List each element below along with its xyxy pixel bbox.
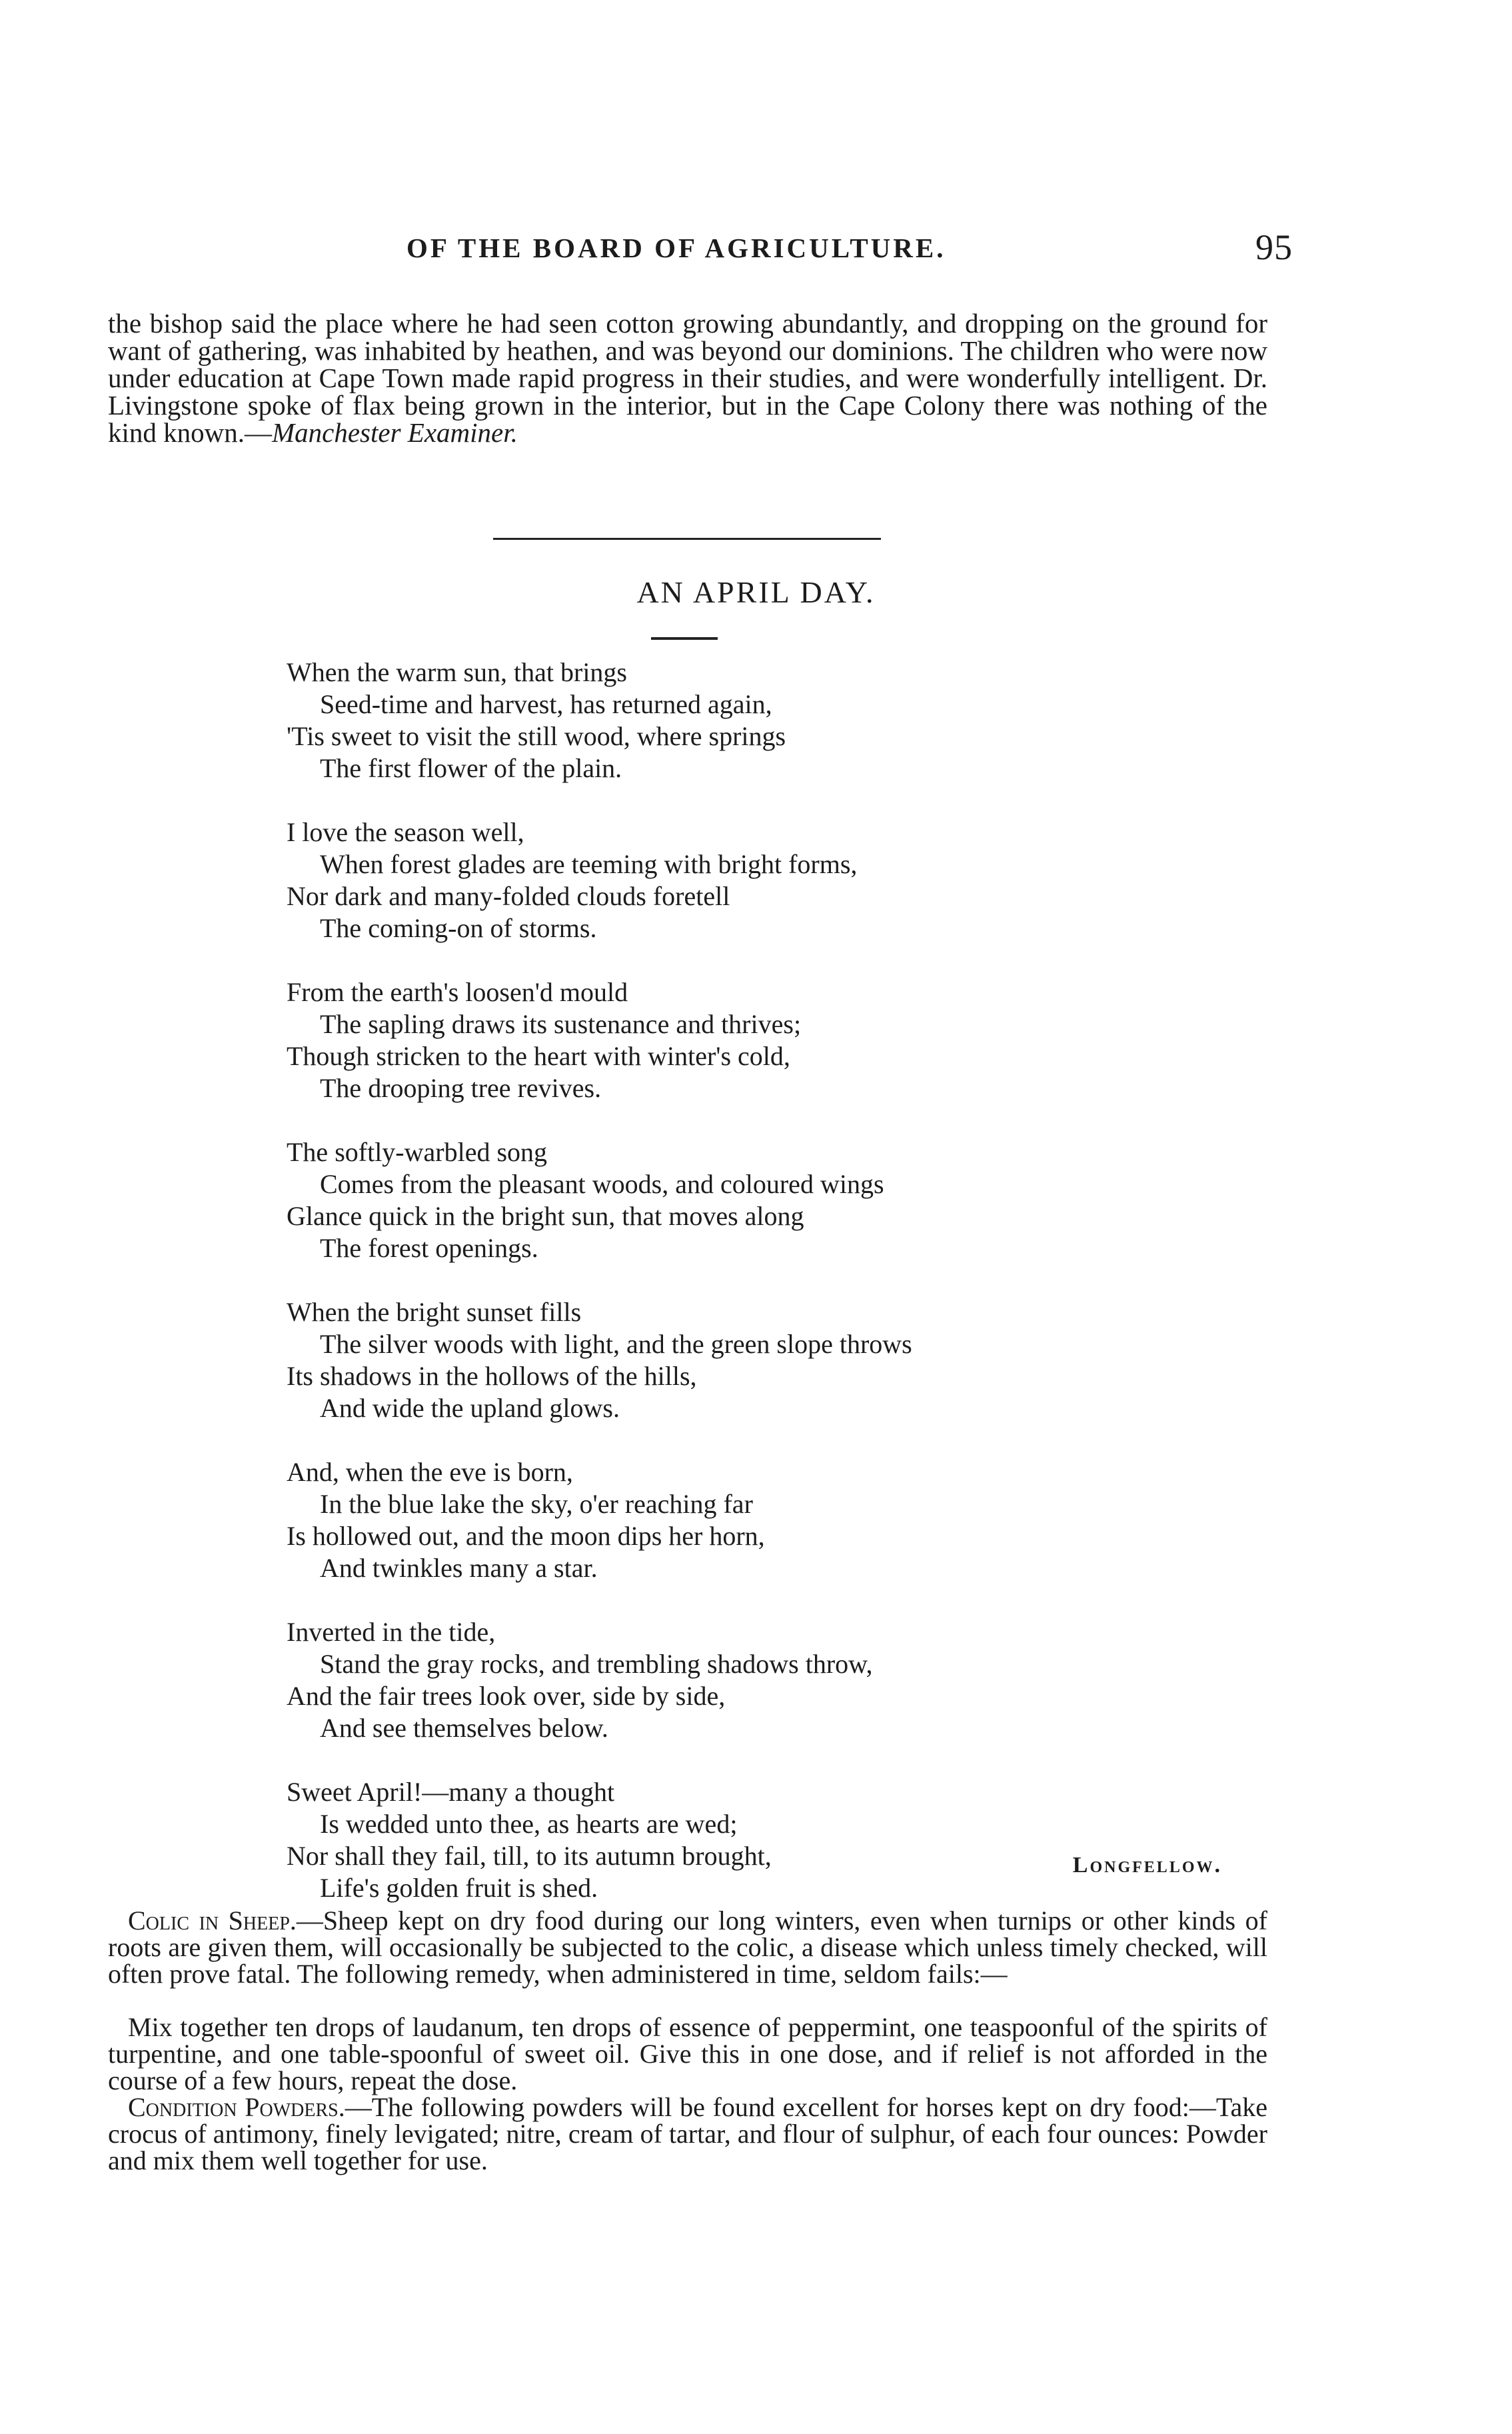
stanza <box>287 1136 1153 1264</box>
stanza <box>287 1616 1153 1744</box>
poem-body <box>287 656 1153 1936</box>
title-rule <box>651 637 718 640</box>
poem-line: Glance quick in the bright sun, that moves along <box>287 1201 804 1231</box>
poem-line: The softly-warbled song <box>287 1137 548 1167</box>
poem-line: Life's golden fruit is shed. <box>320 1873 598 1903</box>
poem-line: Nor shall they fail, till, to its autumn brought, <box>287 1841 772 1871</box>
poem-line: Its shadows in the hollows of the hills, <box>287 1361 697 1391</box>
poem-line: And wide the upland glows. <box>320 1393 620 1423</box>
poem-line: Is hollowed out, and the moon dips her horn, <box>287 1521 765 1551</box>
poem-line: Though stricken to the heart with winter's cold, <box>287 1041 790 1071</box>
poem-line: The coming-on of storms. <box>320 913 597 943</box>
intro-text: the bishop said the place where he had seen cotton growing abundantly, and dropping on the ground for want of gathering, was inhabited by heathen, and was beyond our dominions. The children who were now under education at Cape Town made rapid progress in their studies, and were wonderfully intelligent. Dr. Livingstone spoke of flax being grown in the interior, but in the Cape Colony there was nothing of the kind known.— <box>108 308 1267 448</box>
remedy-text: Mix together ten drops of laudanum, ten drops of essence of peppermint, one teaspoonful of the spirits of turpentine, and one table-spoonful of sweet oil. Give this in one dose, and if relief is not afforded in the course of a few hours, repeat the dose. <box>108 2012 1267 2095</box>
stanza <box>287 1776 1153 1904</box>
poem-author: Longfellow. <box>1072 1853 1222 1877</box>
page-number: 95 <box>1255 227 1293 267</box>
intro-source: Manchester Examiner. <box>272 417 518 448</box>
poem-line: 'Tis sweet to visit the still wood, where springs <box>287 721 786 751</box>
poem-line: And twinkles many a star. <box>320 1553 598 1583</box>
poem-line: The drooping tree revives. <box>320 1073 602 1103</box>
condition-paragraph <box>108 2094 1267 2174</box>
poem-line: I love the season well, <box>287 817 524 847</box>
poem-line: When the bright sunset fills <box>287 1297 582 1327</box>
poem-line: The first flower of the plain. <box>320 753 622 783</box>
section-divider <box>493 538 881 540</box>
poem-line: Stand the gray rocks, and trembling shadows throw, <box>320 1649 873 1679</box>
stanza <box>287 976 1153 1104</box>
poem-line: And, when the eve is born, <box>287 1457 573 1487</box>
poem-line: Nor dark and many-folded clouds foretell <box>287 881 730 911</box>
stanza <box>287 656 1153 784</box>
poem-title: AN APRIL DAY. <box>636 575 876 609</box>
poem-line: From the earth's loosen'd mould <box>287 977 628 1007</box>
condition-text: —The following powders will be found excellent for horses kept on dry food:—Take crocus of antimony, finely levigated; nitre, cream of tartar, and flour of sulphur, of each four ounces: Powder and mix them well together for use. <box>108 2092 1267 2175</box>
poem-line: In the blue lake the sky, o'er reaching far <box>320 1489 753 1519</box>
intro-paragraph <box>108 310 1267 447</box>
poem-line: The silver woods with light, and the green slope throws <box>320 1329 912 1359</box>
stanza <box>287 1456 1153 1584</box>
poem-line: And the fair trees look over, side by side, <box>287 1681 726 1711</box>
poem-line: Is wedded unto thee, as hearts are wed; <box>320 1809 738 1839</box>
poem-line: Seed-time and harvest, has returned again, <box>320 689 772 719</box>
running-head: OF THE BOARD OF AGRICULTURE. <box>406 233 946 263</box>
poem-line: Comes from the pleasant woods, and coloured wings <box>320 1169 884 1199</box>
colic-text: —Sheep kept on dry food during our long winters, even when turnips or other kinds of roots are given them, will occasionally be subjected to the colic, a disease which unless timely checked, will often prove fatal. The following remedy, when administered in time, seldom fails:— <box>108 1905 1267 1989</box>
poem-line: And see themselves below. <box>320 1713 608 1743</box>
colic-heading: Colic in Sheep. <box>128 1905 297 1935</box>
remedy-paragraph <box>108 2014 1267 2094</box>
colic-paragraph <box>108 1907 1267 1987</box>
poem-line: When forest glades are teeming with bright forms, <box>320 849 858 879</box>
stanza <box>287 816 1153 944</box>
condition-heading: Condition Powders. <box>128 2092 345 2122</box>
page-header <box>107 227 1293 285</box>
poem-line: The sapling draws its sustenance and thrives; <box>320 1009 802 1039</box>
poem-line: Inverted in the tide, <box>287 1617 496 1647</box>
poem-line: The forest openings. <box>320 1233 538 1263</box>
poem-line: Sweet April!—many a thought <box>287 1777 615 1807</box>
poem-line: When the warm sun, that brings <box>287 657 627 687</box>
stanza <box>287 1296 1153 1424</box>
